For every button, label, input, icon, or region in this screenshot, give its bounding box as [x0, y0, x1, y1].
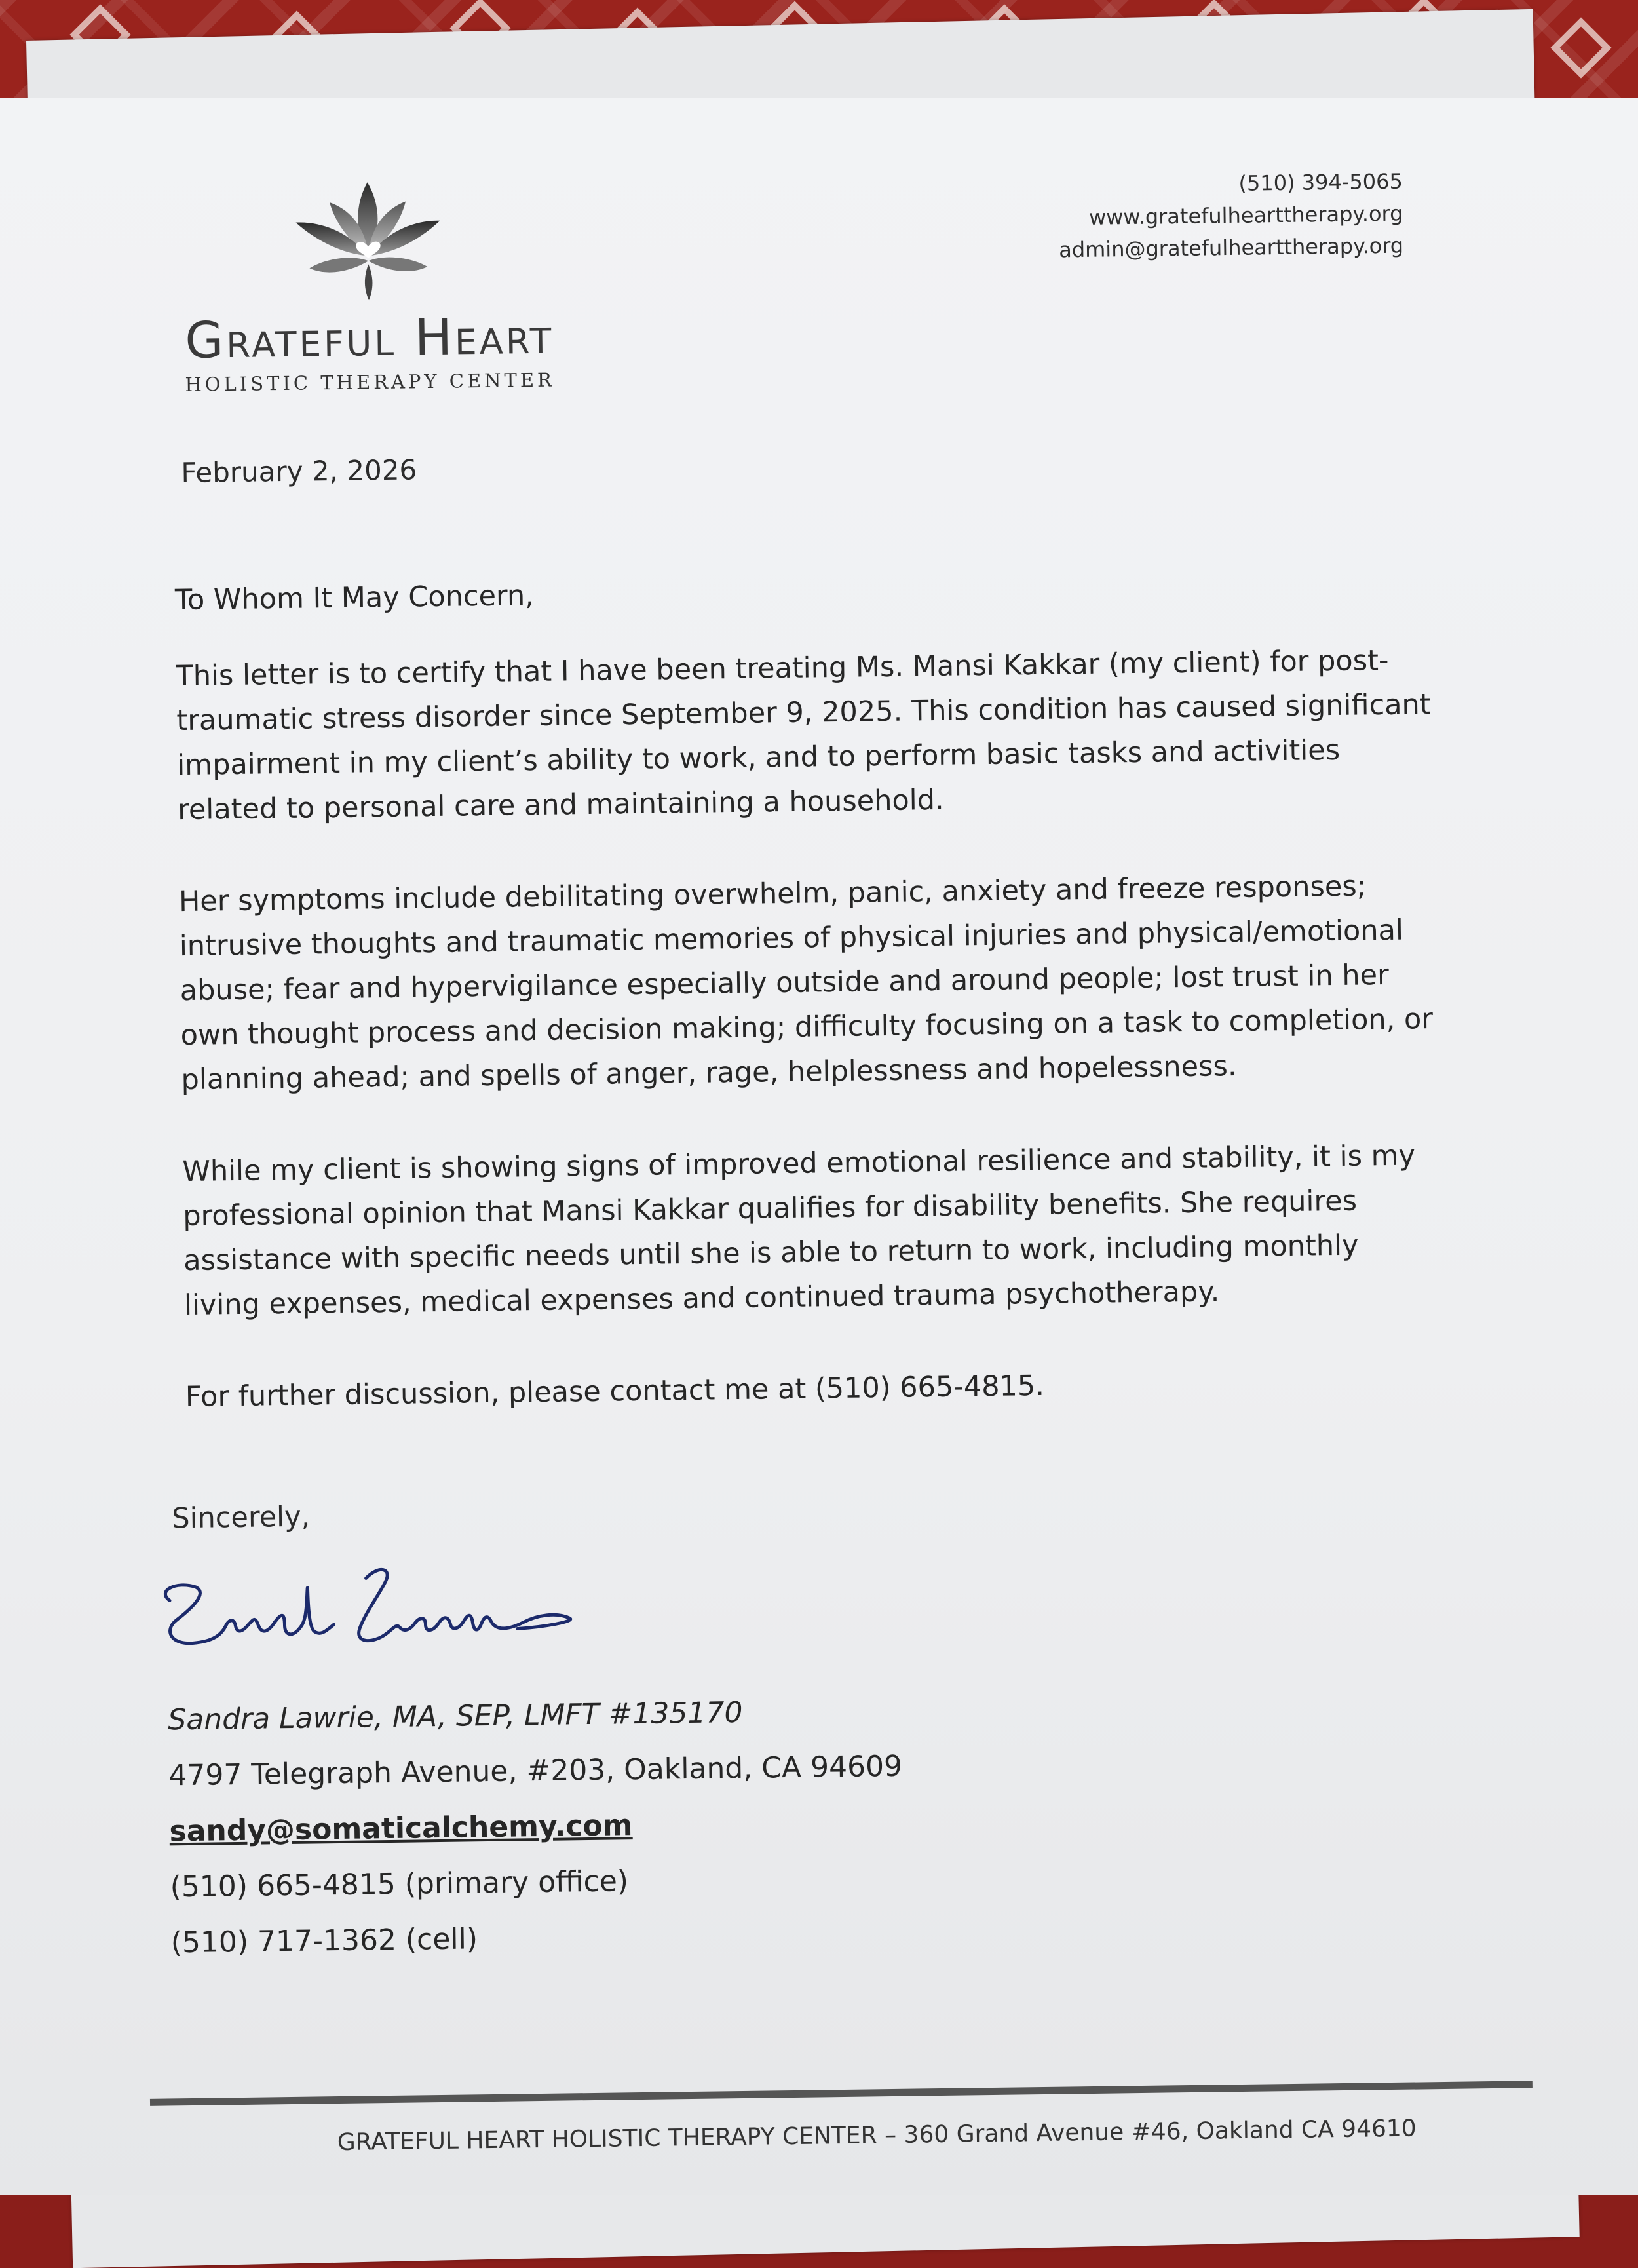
- signatory-email[interactable]: sandy@somaticalchemy.com: [169, 1809, 633, 1849]
- letter-body: [175, 562, 1445, 1467]
- paragraph-symptoms: Her symptoms include debilitating overwhelm, panic, anxiety and freeze responses; intrusive thoughts and traumatic memories of physical injuries and physical/emotional abuse; fear and hypervigilance especially outside and around people; lost trust in her own thought process and decision making; difficulty focusing on a task to completion, or planning ahead; and spells of anger, rage, helplessness and hopelessness.: [178, 870, 1434, 1097]
- salutation: To Whom It May Concern,: [174, 579, 535, 617]
- letterhead-logo: [145, 173, 593, 396]
- letter-content: [0, 87, 1638, 2205]
- footer-divider: [150, 2081, 1533, 2106]
- letter-page: [0, 98, 1638, 2195]
- org-phone: (510) 394-5065: [1238, 168, 1403, 196]
- paragraph-certification: This letter is to certify that I have been treating Ms. Mansi Kakkar (my client) for post-traumatic stress disorder since September 9, 2025. This condition has caused significant impairment in my client’s ability to work, and to perform basic tasks and activities related to personal care and maintaining a household.: [176, 644, 1431, 827]
- handwritten-signature: [149, 1549, 609, 1676]
- lotus-heart-icon: [282, 175, 455, 308]
- signatory-office-phone: (510) 665-4815 (primary office): [170, 1864, 629, 1904]
- letter-date: February 2, 2026: [181, 453, 417, 489]
- footer-address: GRATEFUL HEART HOLISTIC THERAPY CENTER – 360 Grand Avenue #46, Oakland CA 94610: [337, 2115, 1417, 2157]
- closing: Sincerely,: [172, 1500, 311, 1535]
- org-name: Grateful Heart: [184, 306, 554, 370]
- cloth-pattern: [1550, 17, 1611, 78]
- signatory-address: 4797 Telegraph Avenue, #203, Oakland, CA 94609: [168, 1749, 903, 1793]
- signatory-cell-phone: (510) 717-1362 (cell): [170, 1922, 478, 1960]
- letterhead-contact: [1058, 166, 1404, 267]
- paragraph-contact: For further discussion, please contact me at (510) 665-4815.: [185, 1369, 1045, 1414]
- org-website[interactable]: www.gratefulhearttherapy.org: [1088, 201, 1403, 230]
- paragraph-opinion: While my client is showing signs of improved emotional resilience and stability, it is my professional opinion that Mansi Kakkar qualifies for disability benefits. She requires assistance with specific needs until she is able to return to work, including monthly living expenses, medical expenses and continued trauma psychotherapy.: [182, 1139, 1416, 1322]
- org-email[interactable]: admin@gratefulhearttherapy.org: [1058, 233, 1404, 263]
- org-subtitle: HOLISTIC THERAPY CENTER: [185, 368, 556, 396]
- signatory-name: Sandra Lawrie, MA, SEP, LMFT #135170: [168, 1695, 743, 1737]
- signatory-block: [168, 1683, 905, 1971]
